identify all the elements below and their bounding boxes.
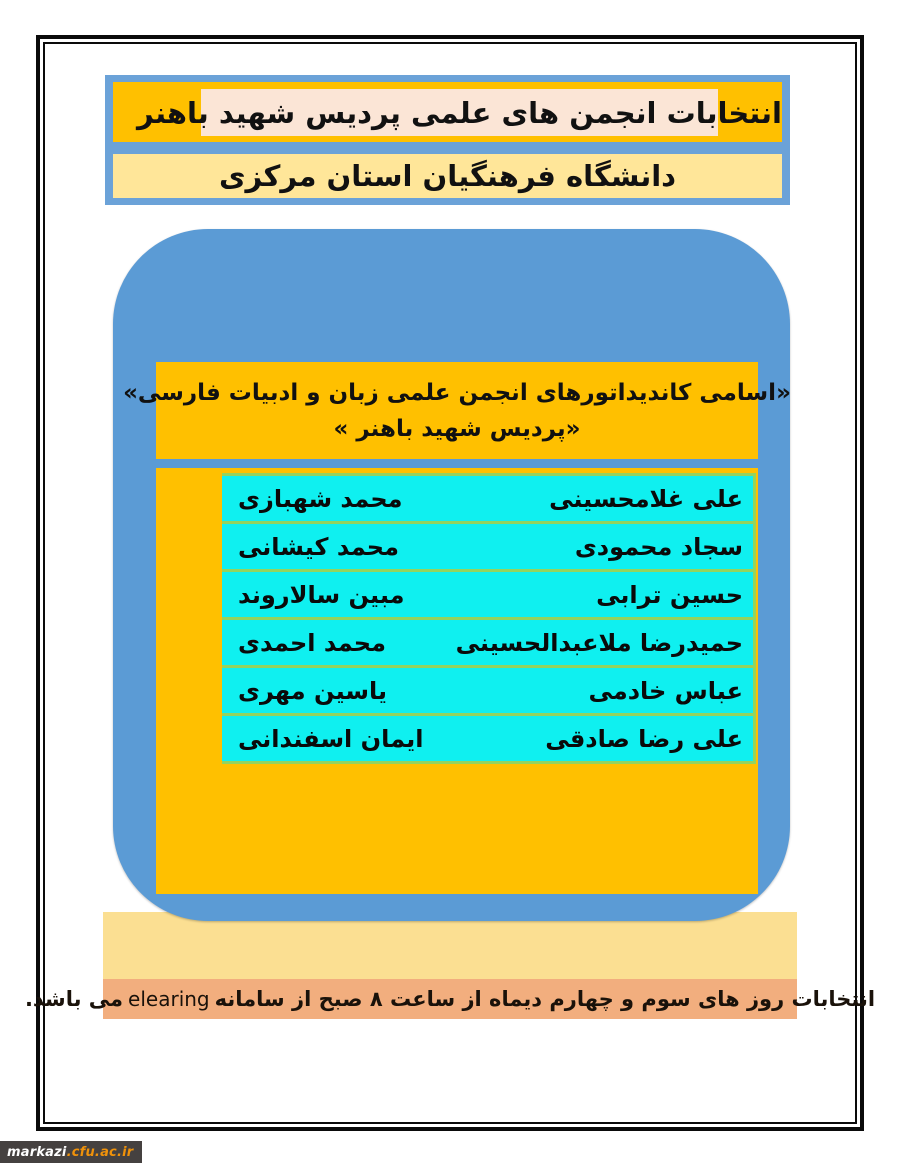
candidate-name: علی رضا صادقی	[545, 724, 743, 753]
card-title-panel	[123, 362, 791, 459]
candidates-rows	[222, 473, 756, 764]
card-title-line1: «اسامی کاندیداتورهای انجمن علمی زبان و ادبیات فارسی»	[123, 379, 791, 406]
notice-band	[24, 979, 876, 1019]
candidate-name: سجاد محمودی	[574, 532, 743, 561]
notice-text-pre: انتخابات روز های سوم و چهارم دیماه از ساعت ۸ صبح از سامانه	[214, 987, 876, 1011]
main-title-banner	[113, 82, 782, 142]
footer-spacer-band	[103, 912, 797, 979]
main-title: انتخابات انجمن های علمی پردیس شهید باهنر	[137, 95, 782, 130]
candidate-name: یاسین مهری	[238, 676, 388, 705]
candidate-name: ایمان اسفندانی	[238, 724, 424, 753]
notice-text-post: می باشد.	[24, 987, 124, 1011]
candidate-row	[222, 620, 753, 665]
card-title-line2: «پردیس شهید باهنر »	[333, 415, 581, 442]
candidate-row	[222, 572, 753, 617]
candidate-name: علی غلامحسینی	[549, 484, 743, 513]
candidate-row	[222, 524, 753, 569]
candidate-name: محمد شهبازی	[238, 484, 403, 513]
watermark-badge	[0, 1141, 142, 1163]
watermark-site-domain: .cfu.ac.ir	[66, 1144, 134, 1160]
notice-text-latin: elearing	[128, 987, 210, 1011]
candidate-name: محمد احمدی	[238, 628, 386, 657]
watermark-site-name: markazi	[7, 1144, 67, 1160]
subtitle-banner	[113, 154, 782, 198]
candidate-name: عباس خادمی	[588, 676, 743, 705]
candidate-row	[222, 716, 753, 761]
candidates-card	[113, 229, 790, 921]
main-title-highlight	[137, 89, 782, 136]
subtitle: دانشگاه فرهنگیان استان مرکزی	[218, 159, 677, 193]
header-banner-group	[105, 75, 790, 205]
candidate-row	[222, 476, 753, 521]
candidate-name: حمیدرضا ملاعبدالحسینی	[455, 628, 743, 657]
candidate-name: مبین سالاروند	[238, 580, 405, 609]
candidate-row	[222, 668, 753, 713]
candidate-name: محمد کیشانی	[238, 532, 399, 561]
candidate-name: حسین ترابی	[596, 580, 743, 609]
candidates-list-panel	[156, 468, 758, 894]
